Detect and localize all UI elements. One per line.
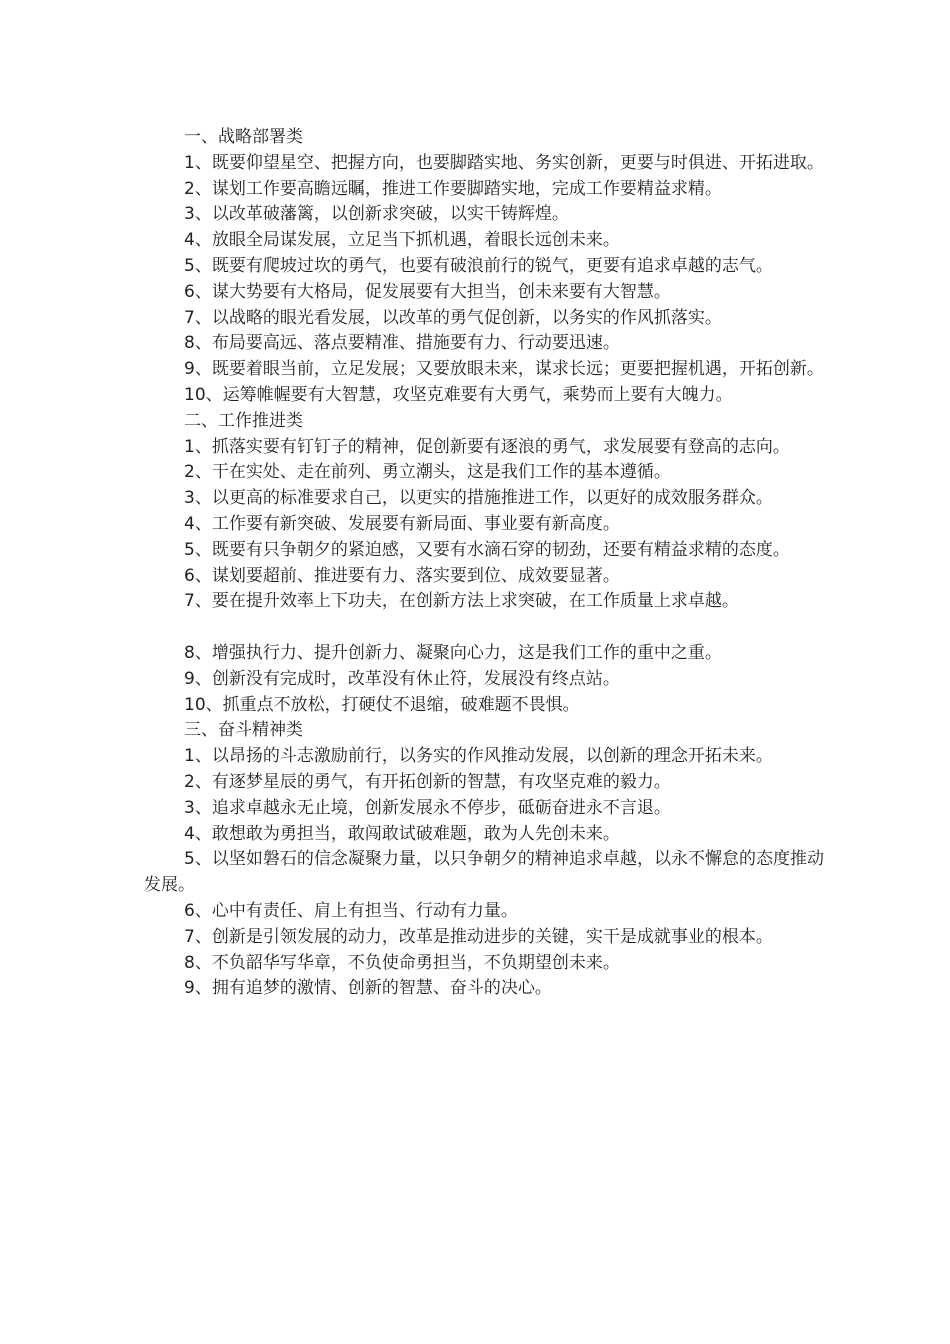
section-heading: 三、奋斗精神类 (184, 720, 303, 741)
list-item: 10、抓重点不放松，打硬仗不退缩，破难题不畏惧。 (184, 694, 580, 715)
list-item: 9、既要着眼当前，立足发展；又要放眼未来，谋求长远；更要把握机遇，开拓创新。 (184, 359, 824, 380)
list-item: 4、敢想敢为勇担当，敢闯敢试破难题，敢为人先创未来。 (184, 823, 620, 844)
list-item: 1、以昂扬的斗志激励前行，以务实的作风推动发展，以创新的理念开拓未来。 (184, 746, 773, 767)
section-heading: 一、战略部署类 (184, 127, 303, 147)
list-item: 3、以改革破藩篱，以创新求突破，以实干铸辉煌。 (184, 204, 569, 225)
blank-line (144, 615, 824, 641)
list-item: 2、谋划工作要高瞻远瞩，推进工作要脚踏实地，完成工作要精益求精。 (184, 178, 722, 199)
list-item: 8、不负韶华写华章，不负使命勇担当，不负期望创未来。 (184, 952, 620, 973)
list-item: 8、增强执行力、提升创新力、凝聚向心力，这是我们工作的重中之重。 (184, 642, 722, 663)
list-item: 3、追求卓越永无止境，创新发展永不停步，砥砺奋进永不言退。 (184, 797, 671, 818)
list-item: 7、以战略的眼光看发展，以改革的勇气促创新，以务实的作风抓落实。 (184, 307, 722, 328)
list-item: 4、放眼全局谋发展，立足当下抓机遇，着眼长远创未来。 (184, 230, 620, 251)
list-item: 5、既要有爬坡过坎的勇气，也要有破浪前行的锐气，更要有追求卓越的志气。 (184, 255, 773, 276)
list-item: 3、以更高的标准要求自己，以更实的措施推进工作，以更好的成效服务群众。 (184, 488, 773, 509)
list-item: 1、既要仰望星空、把握方向，也要脚踏实地、务实创新，更要与时俱进、开拓进取。 (184, 152, 824, 173)
list-item: 2、有逐梦星辰的勇气，有开拓创新的智慧，有攻坚克难的毅力。 (184, 771, 671, 792)
section-heading: 二、工作推进类 (184, 410, 303, 431)
list-item: 2、干在实处、走在前列、勇立潮头，这是我们工作的基本遵循。 (184, 462, 671, 483)
list-item: 5、既要有只争朝夕的紧迫感，又要有水滴石穿的韧劲，还要有精益求精的态度。 (184, 539, 790, 560)
list-item: 1、抓落实要有钉钉子的精神，促创新要有逐浪的勇气，求发展要有登高的志向。 (184, 436, 790, 457)
list-item: 9、创新没有完成时，改革没有休止符，发展没有终点站。 (184, 668, 620, 689)
list-item: 5、以坚如磐石的信念凝聚力量，以只争朝夕的精神追求卓越，以永不懈怠的态度推动发展。 (144, 849, 824, 896)
document-body (144, 125, 824, 1002)
list-item: 6、谋划要超前、推进要有力、落实要到位、成效要显著。 (184, 565, 620, 586)
list-item: 6、心中有责任、肩上有担当、行动有力量。 (184, 900, 518, 921)
list-item: 8、布局要高远、落点要精准、措施要有力、行动要迅速。 (184, 333, 620, 354)
list-item: 4、工作要有新突破、发展要有新局面、事业要有新高度。 (184, 513, 620, 534)
list-item: 7、创新是引领发展的动力，改革是推动进步的关键，实干是成就事业的根本。 (184, 926, 773, 947)
list-item: 6、谋大势要有大格局，促发展要有大担当，创未来要有大智慧。 (184, 281, 671, 302)
list-item: 7、要在提升效率上下功夫，在创新方法上求突破，在工作质量上求卓越。 (184, 591, 739, 612)
list-item: 9、拥有追梦的激情、创新的智慧、奋斗的决心。 (184, 978, 552, 999)
list-item: 10、运筹帷幄要有大智慧，攻坚克难要有大勇气，乘势而上要有大魄力。 (184, 384, 733, 405)
